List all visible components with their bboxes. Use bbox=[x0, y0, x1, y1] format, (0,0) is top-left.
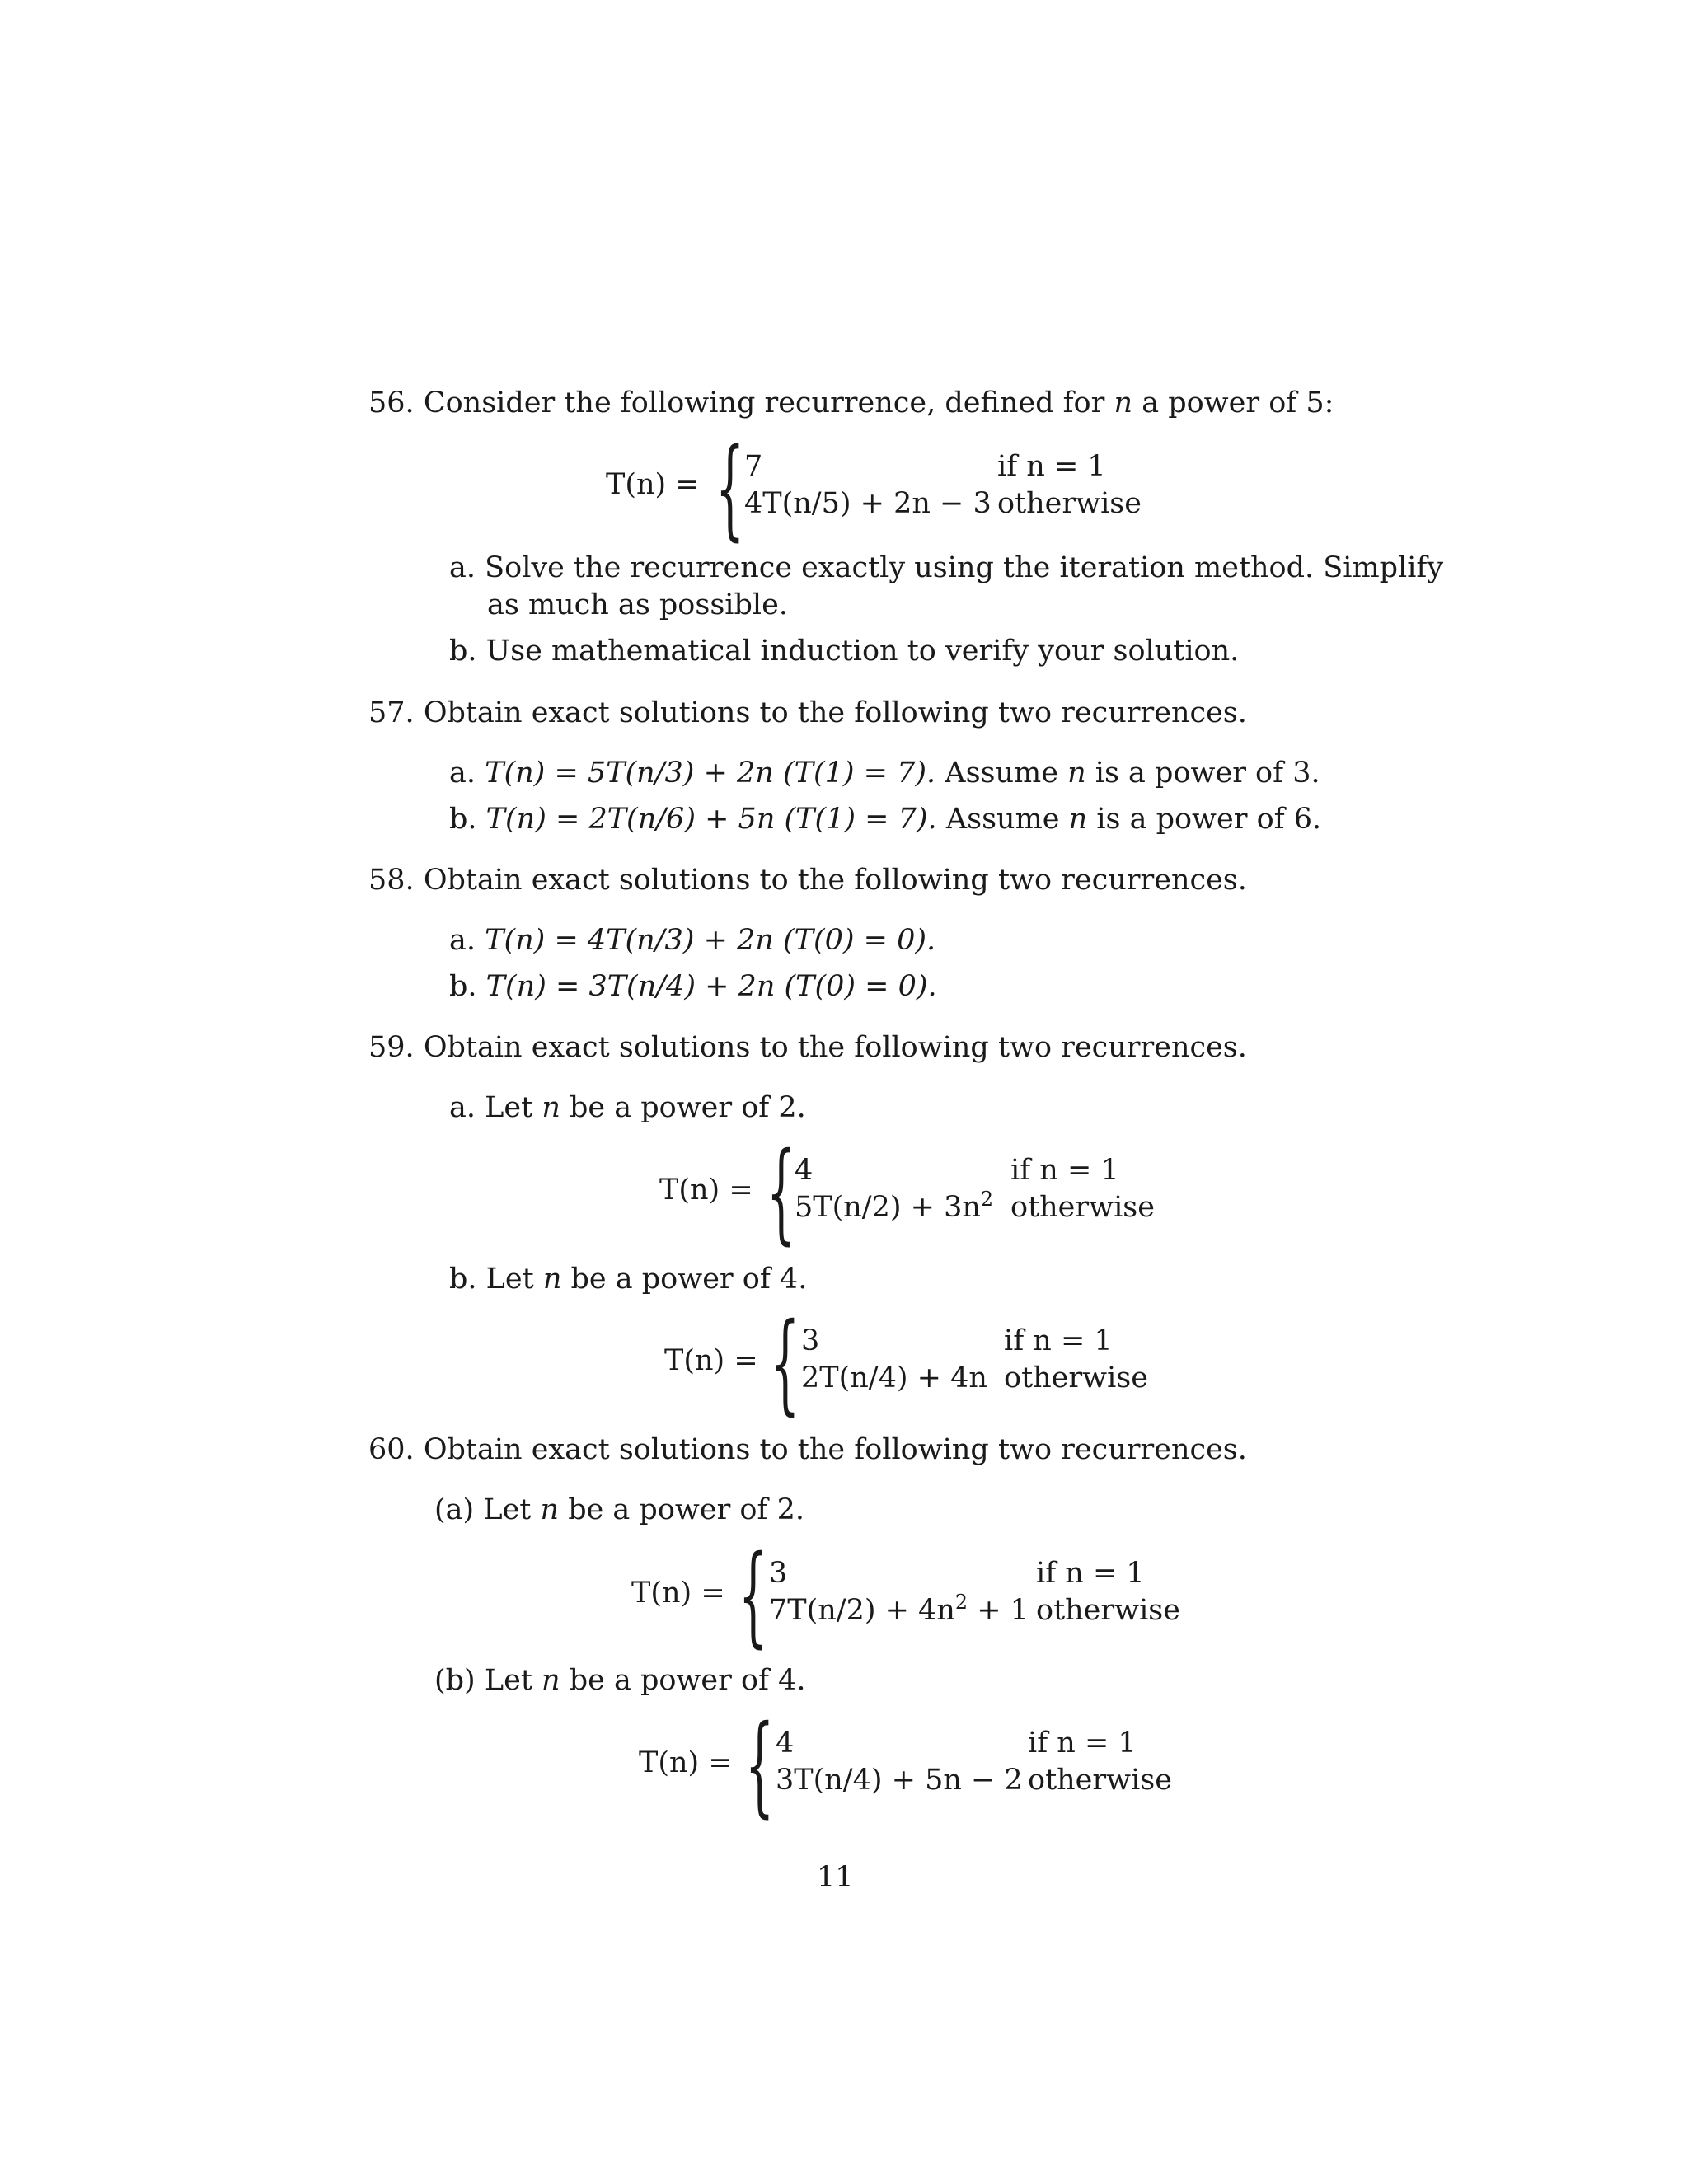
recurrence-lhs: T(n) = bbox=[664, 1344, 758, 1377]
case-condition: if n = 1 bbox=[997, 450, 1106, 483]
problem-56-intro: 56. Consider the following recurrence, defined for n a power of 5: bbox=[368, 387, 1334, 419]
brace: { bbox=[767, 1129, 796, 1256]
brace: { bbox=[771, 1300, 800, 1427]
recurrence-lhs: T(n) = bbox=[631, 1577, 725, 1610]
problem-57-part-a: a. T(n) = 5T(n/3) + 2n (T(1) = 7). Assume n is a power of 3. bbox=[449, 757, 1320, 790]
brace: { bbox=[738, 1532, 768, 1659]
problem-60-part-a: (a) Let n be a power of 2. bbox=[434, 1493, 804, 1526]
case-expr: 3T(n/4) + 5n − 2 bbox=[776, 1764, 1023, 1797]
case-expr: 4T(n/5) + 2n − 3 bbox=[744, 487, 992, 520]
case-condition: otherwise bbox=[997, 487, 1142, 520]
case-expr: 3 bbox=[769, 1557, 788, 1590]
problem-57-part-b: b. T(n) = 2T(n/6) + 5n (T(1) = 7). Assume n is a power of 6. bbox=[449, 803, 1322, 836]
case-expr: 4 bbox=[776, 1727, 795, 1760]
problem-59-part-b: b. Let n be a power of 4. bbox=[449, 1263, 808, 1296]
problem-58-intro: 58. Obtain exact solutions to the following two recurrences. bbox=[368, 864, 1247, 897]
recurrence-lhs: T(n) = bbox=[606, 468, 700, 501]
case-condition: otherwise bbox=[1004, 1361, 1148, 1394]
case-condition: if n = 1 bbox=[1036, 1557, 1145, 1590]
problem-58-part-a: a. T(n) = 4T(n/3) + 2n (T(0) = 0). bbox=[449, 924, 936, 957]
case-condition: if n = 1 bbox=[1004, 1324, 1113, 1357]
problem-56-part-a: a. Solve the recurrence exactly using the iteration method. Simplify bbox=[449, 551, 1444, 584]
case-condition: if n = 1 bbox=[1028, 1727, 1137, 1760]
problem-60-part-b: (b) Let n be a power of 4. bbox=[434, 1664, 806, 1697]
case-condition: otherwise bbox=[1036, 1594, 1180, 1627]
case-condition: otherwise bbox=[1010, 1191, 1155, 1224]
problem-58-part-b: b. T(n) = 3T(n/4) + 2n (T(0) = 0). bbox=[449, 970, 937, 1003]
problem-56-part-b: b. Use mathematical induction to verify your solution. bbox=[449, 635, 1240, 668]
recurrence-lhs: T(n) = bbox=[639, 1746, 733, 1779]
problem-59-part-a: a. Let n be a power of 2. bbox=[449, 1091, 806, 1124]
problem-60-intro: 60. Obtain exact solutions to the following two recurrences. bbox=[368, 1433, 1247, 1466]
brace: { bbox=[715, 425, 745, 552]
brace: { bbox=[745, 1702, 775, 1829]
problem-57-intro: 57. Obtain exact solutions to the following two recurrences. bbox=[368, 696, 1247, 729]
case-expr: $5T(n/2) + 3n^2$ bbox=[795, 1187, 994, 1224]
case-condition: if n = 1 bbox=[1010, 1154, 1119, 1187]
case-expr: 2T(n/4) + 4n bbox=[801, 1361, 987, 1394]
problem-59-intro: 59. Obtain exact solutions to the following two recurrences. bbox=[368, 1031, 1247, 1064]
recurrence-lhs: T(n) = bbox=[659, 1174, 753, 1207]
case-expr: 3 bbox=[801, 1324, 820, 1357]
case-expr: 7 bbox=[744, 450, 763, 483]
case-expr: $7T(n/2) + 4n^2 + 1$ bbox=[769, 1590, 1029, 1627]
case-condition: otherwise bbox=[1028, 1764, 1172, 1797]
page-number: 11 bbox=[817, 1861, 854, 1894]
problem-56-part-a-cont: as much as possible. bbox=[487, 588, 788, 621]
case-expr: 4 bbox=[795, 1154, 814, 1187]
